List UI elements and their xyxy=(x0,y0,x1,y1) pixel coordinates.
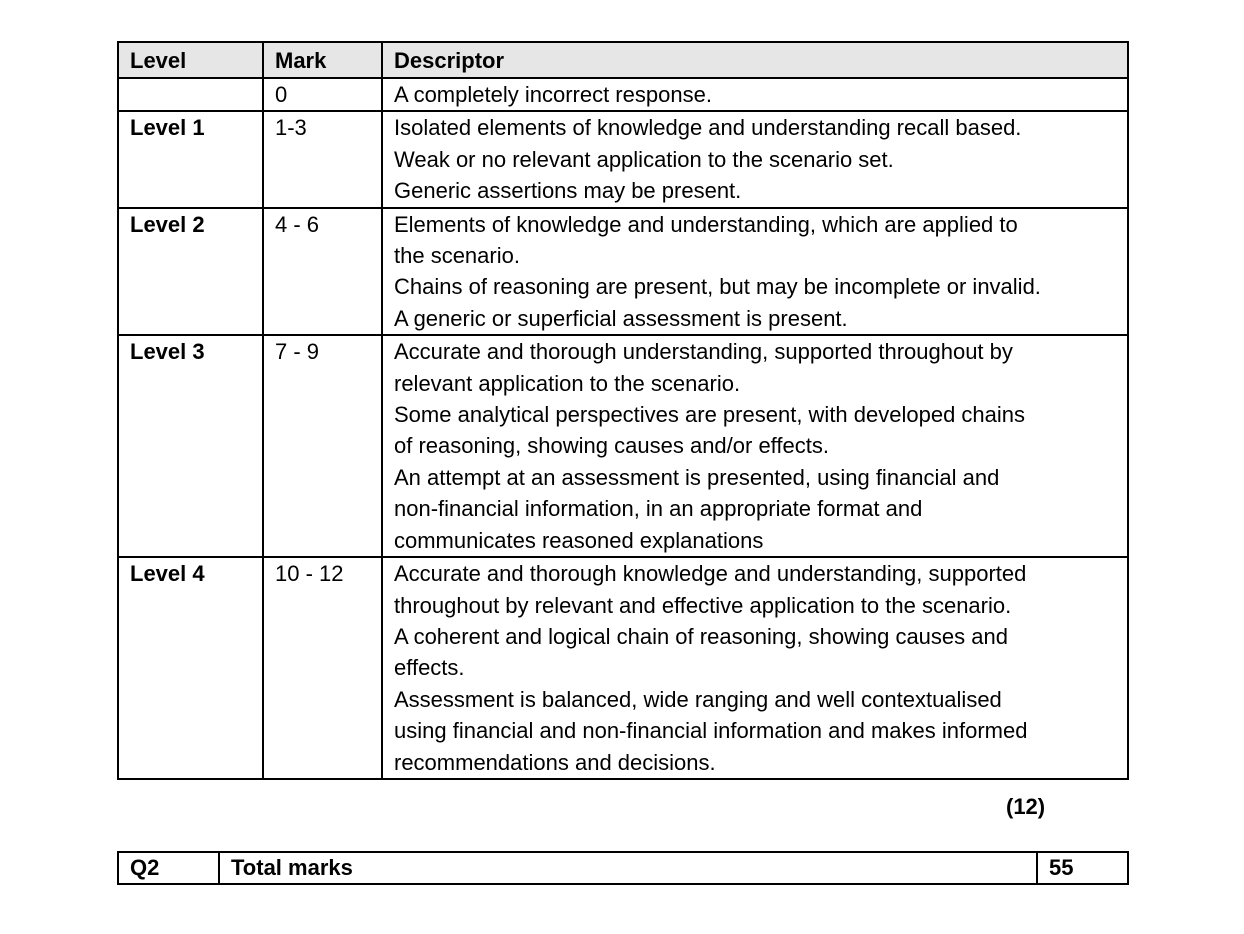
descriptor-line: A generic or superficial assessment is present. xyxy=(394,305,848,331)
question-marks: (12) xyxy=(1006,794,1046,819)
descriptor-line: Isolated elements of knowledge and understanding recall based. xyxy=(394,115,1022,141)
descriptor-cell xyxy=(382,78,1128,111)
level-cell: Level 4 xyxy=(118,557,263,779)
descriptor-line: A coherent and logical chain of reasoning, showing causes and xyxy=(394,623,1008,649)
level-cell: Level 1 xyxy=(118,111,263,207)
totals-row xyxy=(118,852,1128,884)
mark-cell: 7 - 9 xyxy=(263,335,382,557)
table-row xyxy=(118,335,1128,557)
descriptor-line: throughout by relevant and effective application to the scenario. xyxy=(394,592,1012,618)
level-cell xyxy=(118,78,263,111)
descriptor-line: communicates reasoned explanations xyxy=(394,527,764,553)
descriptor-line: non-financial information, in an appropriate format and xyxy=(394,496,923,522)
table-row xyxy=(118,111,1128,207)
descriptor-cell xyxy=(382,335,1128,557)
level-cell: Level 2 xyxy=(118,208,263,336)
table-row xyxy=(118,557,1128,779)
descriptor-line: effects. xyxy=(394,655,465,681)
descriptor-line: using financial and non-financial information and makes informed xyxy=(394,718,1028,744)
descriptor-cell xyxy=(382,208,1128,336)
descriptor-line: Generic assertions may be present. xyxy=(394,178,742,204)
levels-table-body xyxy=(118,78,1128,779)
descriptor-line: Elements of knowledge and understanding, which are applied to xyxy=(394,211,1018,237)
descriptor-line: Some analytical perspectives are present, with developed chains xyxy=(394,402,1026,428)
descriptor-line: of reasoning, showing causes and/or effects. xyxy=(394,433,829,459)
descriptor-line: Accurate and thorough knowledge and understanding, supported xyxy=(394,561,1027,587)
descriptor-line: A completely incorrect response. xyxy=(394,82,712,107)
descriptor-line: the scenario. xyxy=(394,243,520,269)
mark-cell: 10 - 12 xyxy=(263,557,382,779)
descriptor-cell xyxy=(382,111,1128,207)
header-descriptor: Descriptor xyxy=(382,42,1128,78)
table-row xyxy=(118,78,1128,111)
total-marks-value: 55 xyxy=(1037,852,1128,884)
header-level: Level xyxy=(118,42,263,78)
descriptor-cell xyxy=(382,557,1128,779)
level-cell: Level 3 xyxy=(118,335,263,557)
descriptor-line: Weak or no relevant application to the scenario set. xyxy=(394,146,894,172)
total-marks-label: Total marks xyxy=(219,852,1037,884)
header-mark: Mark xyxy=(263,42,382,78)
table-header-row xyxy=(118,42,1128,78)
descriptor-line: Chains of reasoning are present, but may be incomplete or invalid. xyxy=(394,274,1041,300)
mark-cell: 4 - 6 xyxy=(263,208,382,336)
descriptor-line: Assessment is balanced, wide ranging and well contextualised xyxy=(394,686,1002,712)
mark-cell: 0 xyxy=(263,78,382,111)
descriptor-line: An attempt at an assessment is presented, using financial and xyxy=(394,464,1000,490)
question-number: Q2 xyxy=(118,852,219,884)
levels-table xyxy=(117,41,1129,780)
totals-table xyxy=(117,851,1129,885)
mark-cell: 1-3 xyxy=(263,111,382,207)
descriptor-line: recommendations and decisions. xyxy=(394,749,716,775)
table-row xyxy=(118,208,1128,336)
descriptor-line: relevant application to the scenario. xyxy=(394,370,741,396)
descriptor-line: Accurate and thorough understanding, supported throughout by xyxy=(394,339,1013,365)
